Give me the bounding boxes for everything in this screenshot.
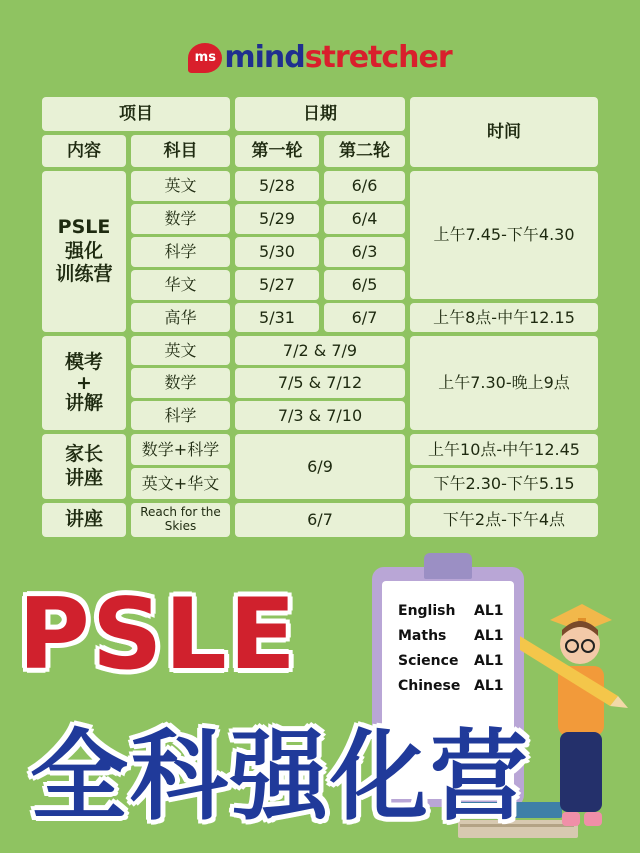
header-date: 日期 xyxy=(235,97,405,131)
g1-time-gaohua: 上午8点-中午12.15 xyxy=(410,303,598,332)
g1-round1-1: 5/28 xyxy=(235,171,319,201)
header-time: 时间 xyxy=(410,97,598,167)
grade-row-science xyxy=(398,653,508,669)
g1-subject-1: 英文 xyxy=(131,171,230,201)
grade-value: AL1 xyxy=(474,653,504,669)
title-psle: PSLE xyxy=(18,578,298,692)
group-talk: 讲座 xyxy=(42,503,126,537)
g1-subject-3: 科学 xyxy=(131,237,230,267)
student-illustration xyxy=(520,590,630,840)
grade-row-chinese xyxy=(398,678,508,694)
g1-round2-5: 6/7 xyxy=(324,303,405,332)
header-subject: 科目 xyxy=(131,135,230,167)
grade-row-maths xyxy=(398,628,508,644)
clipboard-clamp xyxy=(424,553,472,579)
group-parent-talk: 家长 讲座 xyxy=(42,434,126,499)
g2-date-1: 7/2 & 7/9 xyxy=(235,336,405,365)
grade-row-english xyxy=(398,603,508,619)
g1-round2-4: 6/5 xyxy=(324,270,405,300)
grade-subject: English xyxy=(398,603,456,619)
logo-badge: ms xyxy=(188,43,222,73)
g3-subject-1: 数学+科学 xyxy=(131,434,230,465)
g1-subject-2: 数学 xyxy=(131,204,230,234)
g2-subject-1: 英文 xyxy=(131,336,230,365)
g4-date: 6/7 xyxy=(235,503,405,537)
grade-value: AL1 xyxy=(474,603,504,619)
g3-date: 6/9 xyxy=(235,434,405,499)
title-full-subject-camp: 全科强化营 xyxy=(30,720,531,834)
g3-subject-2: 英文+华文 xyxy=(131,468,230,499)
g4-time: 下午2点-下午4点 xyxy=(410,503,598,537)
logo-word-stretcher: stretcher xyxy=(304,40,452,75)
header-content: 内容 xyxy=(42,135,126,167)
grade-value: AL1 xyxy=(474,678,504,694)
brand-logo xyxy=(0,40,640,75)
g1-round2-2: 6/4 xyxy=(324,204,405,234)
g1-subject-4: 华文 xyxy=(131,270,230,300)
g1-round1-5: 5/31 xyxy=(235,303,319,332)
g1-round1-4: 5/27 xyxy=(235,270,319,300)
g2-date-2: 7/5 & 7/12 xyxy=(235,368,405,398)
g4-subject: Reach for the Skies xyxy=(131,503,230,537)
g1-subject-5: 高华 xyxy=(131,303,230,332)
header-round2: 第二轮 xyxy=(324,135,405,167)
header-project: 项目 xyxy=(42,97,230,131)
g1-time-main: 上午7.45-下午4.30 xyxy=(410,171,598,299)
group-psle-camp: PSLE 强化 训练营 xyxy=(42,171,126,332)
logo-word-mind: mind xyxy=(224,40,305,75)
g1-round1-3: 5/30 xyxy=(235,237,319,267)
g1-round1-2: 5/29 xyxy=(235,204,319,234)
grade-subject: Maths xyxy=(398,628,447,644)
g1-round2-1: 6/6 xyxy=(324,171,405,201)
g3-time-1: 上午10点-中午12.45 xyxy=(410,434,598,465)
g3-time-2: 下午2.30-下午5.15 xyxy=(410,468,598,499)
grade-subject: Science xyxy=(398,653,459,669)
g2-subject-3: 科学 xyxy=(131,401,230,430)
grade-value: AL1 xyxy=(474,628,504,644)
g1-round2-3: 6/3 xyxy=(324,237,405,267)
grade-subject: Chinese xyxy=(398,678,461,694)
g2-date-3: 7/3 & 7/10 xyxy=(235,401,405,430)
g2-subject-2: 数学 xyxy=(131,368,230,398)
header-round1: 第一轮 xyxy=(235,135,319,167)
group-mock-exam: 模考 + 讲解 xyxy=(42,336,126,430)
g2-time: 上午7.30-晚上9点 xyxy=(410,336,598,430)
